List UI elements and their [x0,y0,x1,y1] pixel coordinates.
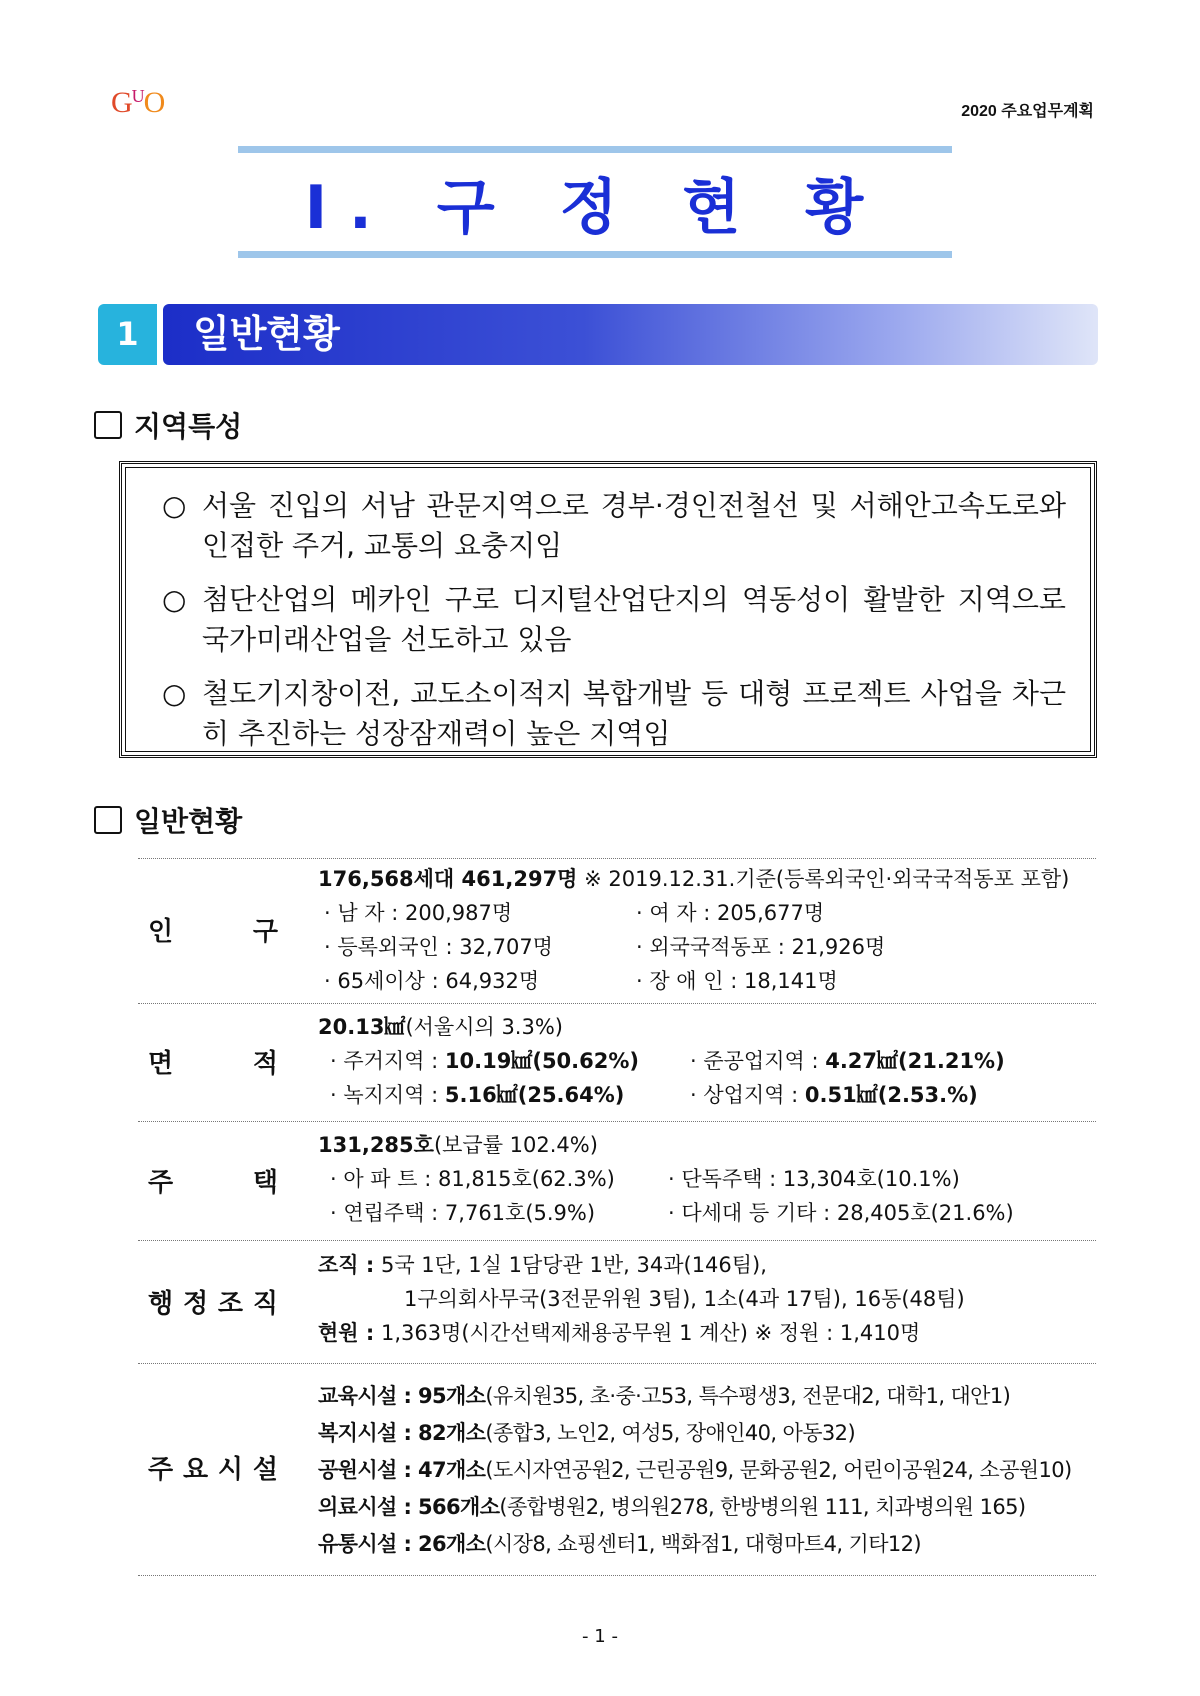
admin-label [148,1283,278,1320]
facility-item [318,1452,1098,1489]
logo-letter-o: O [143,86,165,119]
area-item-label: · 준공업지역 : [690,1049,826,1073]
label-char: 적 [252,1049,278,1079]
district-logo [111,86,164,120]
population-row [318,964,1098,998]
features-box [119,461,1097,758]
label-char: 설 [252,1455,278,1485]
housing-apartment: · 아 파 트 : 81,815호(62.3%) [330,1167,615,1191]
circle-bullet-icon: ○ [162,677,187,710]
checkbox-square-icon [94,411,122,439]
row-divider [138,1363,1096,1364]
housing-content [318,1128,1098,1230]
housing-rate: (보급률 102.4%) [433,1133,598,1157]
row-divider [138,1240,1096,1241]
section-title: 일반현황 [193,312,340,356]
circle-bullet-icon: ○ [162,489,187,522]
admin-staff-label: 현원 : [318,1321,375,1345]
facility-item [318,1526,1098,1563]
area-residential [324,1044,639,1078]
circle-bullet-icon: ○ [162,583,187,616]
population-female: · 여 자 : 205,677명 [636,901,825,925]
label-char: 주 [148,1455,174,1485]
label-char: 면 [148,1049,174,1079]
facility-count: 95개소 [417,1384,486,1408]
label-char: 행 [148,1289,174,1319]
title-bar-bottom [238,251,952,258]
housing-row [318,1196,1098,1230]
population-summary [318,862,1098,896]
label-char: 인 [148,917,174,947]
admin-staff-text: 1,363명(시간선택제채용공무원 1 계산) ※ 정원 : 1,410명 [374,1321,921,1345]
area-item-label: · 상업지역 : [690,1083,805,1107]
label-char: 시 [217,1455,244,1485]
population-total: 176,568세대 461,297명 [318,867,578,891]
facility-name: 공원시설 : [318,1458,418,1482]
area-content [318,1010,1098,1112]
feature-text: 첨단산업의 메카인 구로 디지털산업단지의 역동성이 활발한 지역으로 국가미래산업을 선도하고 있음 [202,583,1066,656]
label-char: 직 [252,1289,278,1319]
subheading-features-label: 지역특성 [134,410,243,443]
area-item-value: 0.51㎢(2.53.%) [804,1083,978,1107]
feature-text: 서울 진입의 서남 관문지역으로 경부·경인전철선 및 서해안고속도로와 인접한 주거, 교통의 요충지임 [202,489,1066,562]
row-divider [138,858,1096,859]
area-semi-industrial [690,1044,1005,1078]
chapter-title: Ⅰ. 구 정 현 황 [304,173,886,243]
subheading-general-label: 일반현황 [134,805,243,838]
label-char: 정 [182,1289,209,1319]
population-note: ※ 2019.12.31.기준(등록외국인·외국국적동포 포함) [577,867,1070,891]
facilities-content [318,1378,1098,1563]
row-divider [138,1003,1096,1004]
section-number: 1 [98,304,157,365]
area-label [148,1043,278,1080]
facility-name: 복지시설 : [318,1421,418,1445]
facility-detail: (종합병원2, 병의원278, 한방병의원 111, 치과병의원 165) [499,1495,1026,1519]
housing-detached: · 단독주택 : 13,304호(10.1%) [668,1167,960,1191]
title-bar-top [238,146,952,153]
facility-item [318,1378,1098,1415]
label-char: 구 [252,917,278,947]
housing-summary [318,1128,1098,1162]
facility-name: 의료시설 : [318,1495,418,1519]
facility-name: 유통시설 : [318,1532,418,1556]
population-row [318,896,1098,930]
admin-content [318,1248,1098,1350]
area-total: 20.13㎢ [318,1015,406,1039]
facility-detail: (도시자연공원2, 근린공원9, 문화공원2, 어린이공원24, 소공원10) [485,1458,1072,1482]
population-label [148,911,278,948]
admin-staff [318,1316,1098,1350]
section-heading [98,304,1098,365]
housing-label [148,1162,278,1199]
housing-row [318,1162,1098,1196]
area-item-value: 5.16㎢(25.64%) [444,1083,625,1107]
page-number: - 1 - [582,1626,618,1647]
population-disabled: · 장 애 인 : 18,141명 [636,969,838,993]
section-band [163,304,1098,365]
population-male: · 남 자 : 200,987명 [324,901,513,925]
document-label: 2020 주요업무계획 [961,103,1094,120]
area-row [318,1078,1098,1112]
label-char: 주 [148,1168,174,1198]
feature-text: 철도기지창이전, 교도소이적지 복합개발 등 대형 프로젝트 사업을 차근히 추진하는 성장잠재력이 높은 지역임 [202,677,1066,750]
facility-detail: (종합3, 노인2, 여성5, 장애인40, 아동32) [485,1421,856,1445]
row-divider [138,1575,1096,1576]
population-content [318,862,1098,998]
facility-name: 교육시설 : [318,1384,418,1408]
population-compatriot: · 외국국적동포 : 21,926명 [636,935,886,959]
label-char: 택 [252,1168,278,1198]
area-item-value: 4.27㎢(21.21%) [825,1049,1005,1073]
population-row [318,930,1098,964]
facility-count: 47개소 [417,1458,486,1482]
area-item-label: · 주거지역 : [330,1049,445,1073]
facility-count: 566개소 [417,1495,500,1519]
area-item-label: · 녹지지역 : [330,1083,445,1107]
admin-org-line2: 1구의회사무국(3전문위원 3팀), 1소(4과 17팀), 16동(48팀) [404,1287,965,1311]
admin-org [318,1248,1098,1282]
logo-letter-g: G [111,86,132,119]
subheading-features [94,405,243,443]
area-summary [318,1010,1098,1044]
housing-rowhouse: · 연립주택 : 7,761호(5.9%) [330,1201,596,1225]
features-inner [125,467,1091,752]
population-foreign: · 등록외국인 : 32,707명 [324,935,553,959]
row-divider [138,1121,1096,1122]
facility-detail: (유치원35, 초·중·고53, 특수평생3, 전문대2, 대학1, 대안1) [485,1384,1011,1408]
admin-org-line1: 5국 1단, 1실 1담당관 1반, 34과(146팀), [374,1253,767,1277]
logo-letter-u: U [131,86,144,106]
area-green [324,1078,624,1112]
label-char: 요 [182,1455,209,1485]
population-elderly: · 65세이상 : 64,932명 [324,969,540,993]
facility-item [318,1415,1098,1452]
facilities-label [148,1449,278,1486]
facility-count: 82개소 [417,1421,486,1445]
housing-multiplex: · 다세대 등 기타 : 28,405호(21.6%) [668,1201,1014,1225]
area-share: (서울시의 3.3%) [405,1015,563,1039]
admin-org-label: 조직 : [318,1253,375,1277]
subheading-general [94,800,243,838]
area-row [318,1044,1098,1078]
facility-detail: (시장8, 쇼핑센터1, 백화점1, 대형마트4, 기타12) [485,1532,922,1556]
checkbox-square-icon [94,806,122,834]
facility-count: 26개소 [417,1532,486,1556]
area-commercial [690,1078,978,1112]
label-char: 조 [217,1289,244,1319]
area-item-value: 10.19㎢(50.62%) [444,1049,640,1073]
facility-item [318,1489,1098,1526]
housing-total: 131,285호 [318,1133,434,1157]
